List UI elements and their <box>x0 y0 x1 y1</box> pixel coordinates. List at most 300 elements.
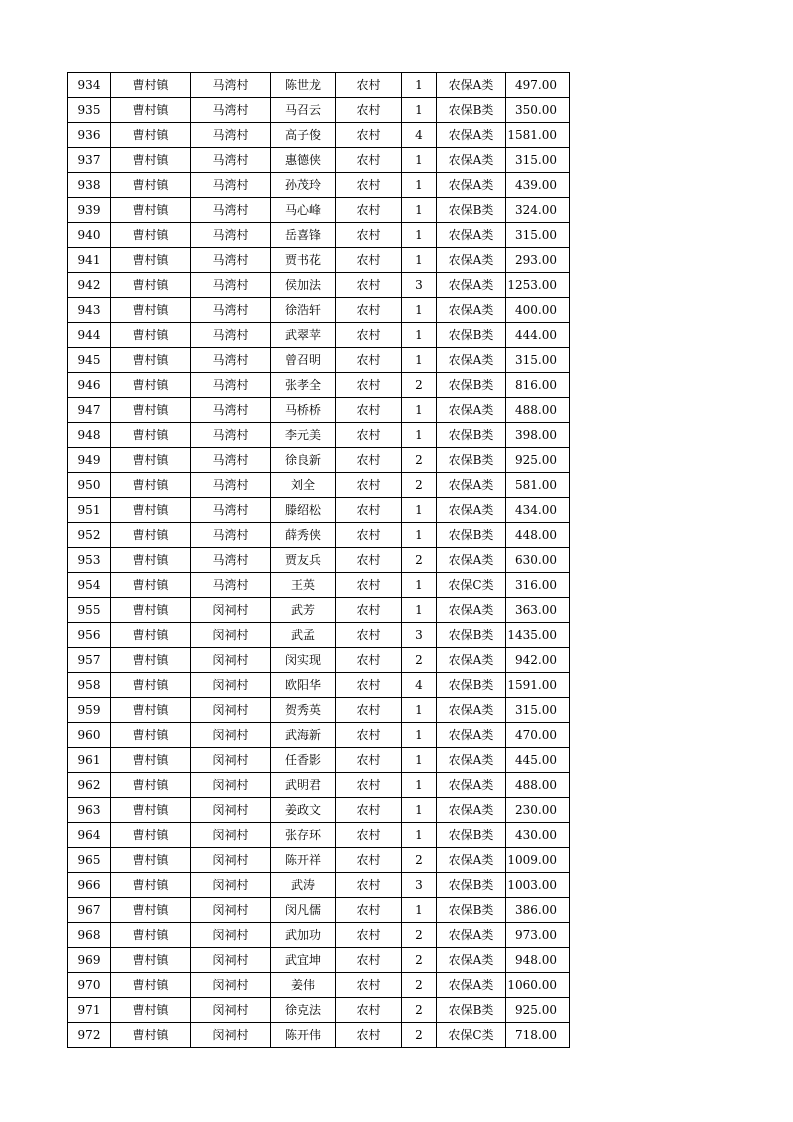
category-cell: 农村 <box>336 498 402 523</box>
row-number-cell: 960 <box>68 723 111 748</box>
amount-cell: 925.00 <box>506 998 570 1023</box>
count-cell: 3 <box>402 273 437 298</box>
count-cell: 2 <box>402 648 437 673</box>
town-cell: 曹村镇 <box>111 798 191 823</box>
amount-cell: 398.00 <box>506 423 570 448</box>
village-cell: 闵祠村 <box>191 723 271 748</box>
insurance-type-cell: 农保A类 <box>437 348 506 373</box>
count-cell: 1 <box>402 898 437 923</box>
row-number-cell: 946 <box>68 373 111 398</box>
town-cell: 曹村镇 <box>111 948 191 973</box>
table-row <box>68 198 570 223</box>
table-row <box>68 423 570 448</box>
insurance-type-cell: 农保B类 <box>437 423 506 448</box>
insurance-type-cell: 农保A类 <box>437 748 506 773</box>
village-cell: 闵祠村 <box>191 998 271 1023</box>
table-row <box>68 348 570 373</box>
name-cell: 武芳 <box>271 598 336 623</box>
category-cell: 农村 <box>336 398 402 423</box>
count-cell: 4 <box>402 123 437 148</box>
row-number-cell: 943 <box>68 298 111 323</box>
row-number-cell: 970 <box>68 973 111 998</box>
insurance-type-cell: 农保B类 <box>437 873 506 898</box>
category-cell: 农村 <box>336 573 402 598</box>
town-cell: 曹村镇 <box>111 348 191 373</box>
row-number-cell: 971 <box>68 998 111 1023</box>
name-cell: 薛秀侠 <box>271 523 336 548</box>
row-number-cell: 954 <box>68 573 111 598</box>
village-cell: 闵祠村 <box>191 648 271 673</box>
amount-cell: 1003.00 <box>506 873 570 898</box>
category-cell: 农村 <box>336 798 402 823</box>
table-row <box>68 298 570 323</box>
count-cell: 2 <box>402 473 437 498</box>
village-cell: 马湾村 <box>191 348 271 373</box>
row-number-cell: 950 <box>68 473 111 498</box>
category-cell: 农村 <box>336 873 402 898</box>
count-cell: 1 <box>402 423 437 448</box>
category-cell: 农村 <box>336 623 402 648</box>
insurance-type-cell: 农保A类 <box>437 698 506 723</box>
count-cell: 1 <box>402 798 437 823</box>
town-cell: 曹村镇 <box>111 923 191 948</box>
count-cell: 1 <box>402 748 437 773</box>
category-cell: 农村 <box>336 823 402 848</box>
name-cell: 武涛 <box>271 873 336 898</box>
category-cell: 农村 <box>336 73 402 98</box>
amount-cell: 324.00 <box>506 198 570 223</box>
amount-cell: 1591.00 <box>506 673 570 698</box>
category-cell: 农村 <box>336 273 402 298</box>
row-number-cell: 956 <box>68 623 111 648</box>
village-cell: 马湾村 <box>191 198 271 223</box>
insurance-type-cell: 农保B类 <box>437 98 506 123</box>
table-row <box>68 973 570 998</box>
count-cell: 1 <box>402 148 437 173</box>
village-cell: 闵祠村 <box>191 598 271 623</box>
village-cell: 闵祠村 <box>191 623 271 648</box>
row-number-cell: 957 <box>68 648 111 673</box>
category-cell: 农村 <box>336 548 402 573</box>
town-cell: 曹村镇 <box>111 473 191 498</box>
table-row <box>68 223 570 248</box>
amount-cell: 630.00 <box>506 548 570 573</box>
name-cell: 陈开伟 <box>271 1023 336 1048</box>
insurance-type-cell: 农保C类 <box>437 1023 506 1048</box>
count-cell: 1 <box>402 598 437 623</box>
village-cell: 闵祠村 <box>191 948 271 973</box>
village-cell: 闵祠村 <box>191 798 271 823</box>
village-cell: 马湾村 <box>191 473 271 498</box>
count-cell: 1 <box>402 298 437 323</box>
table-row <box>68 598 570 623</box>
name-cell: 贺秀英 <box>271 698 336 723</box>
count-cell: 1 <box>402 698 437 723</box>
village-cell: 闵祠村 <box>191 848 271 873</box>
village-cell: 马湾村 <box>191 448 271 473</box>
table-row <box>68 323 570 348</box>
amount-cell: 488.00 <box>506 398 570 423</box>
amount-cell: 1581.00 <box>506 123 570 148</box>
name-cell: 姜伟 <box>271 973 336 998</box>
count-cell: 2 <box>402 948 437 973</box>
amount-cell: 1253.00 <box>506 273 570 298</box>
name-cell: 张孝全 <box>271 373 336 398</box>
village-cell: 闵祠村 <box>191 1023 271 1048</box>
count-cell: 2 <box>402 548 437 573</box>
name-cell: 王英 <box>271 573 336 598</box>
village-cell: 马湾村 <box>191 223 271 248</box>
count-cell: 1 <box>402 73 437 98</box>
insurance-type-cell: 农保A类 <box>437 398 506 423</box>
table-row <box>68 148 570 173</box>
amount-cell: 973.00 <box>506 923 570 948</box>
category-cell: 农村 <box>336 748 402 773</box>
insurance-type-cell: 农保A类 <box>437 973 506 998</box>
row-number-cell: 969 <box>68 948 111 973</box>
row-number-cell: 966 <box>68 873 111 898</box>
village-cell: 马湾村 <box>191 273 271 298</box>
insurance-type-cell: 农保A类 <box>437 598 506 623</box>
name-cell: 徐良新 <box>271 448 336 473</box>
category-cell: 农村 <box>336 323 402 348</box>
insurance-type-cell: 农保A类 <box>437 923 506 948</box>
count-cell: 2 <box>402 448 437 473</box>
name-cell: 马召云 <box>271 98 336 123</box>
category-cell: 农村 <box>336 948 402 973</box>
village-cell: 马湾村 <box>191 373 271 398</box>
row-number-cell: 936 <box>68 123 111 148</box>
town-cell: 曹村镇 <box>111 623 191 648</box>
insurance-type-cell: 农保B类 <box>437 623 506 648</box>
amount-cell: 581.00 <box>506 473 570 498</box>
insurance-type-cell: 农保A类 <box>437 948 506 973</box>
row-number-cell: 934 <box>68 73 111 98</box>
count-cell: 2 <box>402 973 437 998</box>
name-cell: 贾友兵 <box>271 548 336 573</box>
table-row <box>68 998 570 1023</box>
insurance-type-cell: 农保B类 <box>437 448 506 473</box>
row-number-cell: 951 <box>68 498 111 523</box>
amount-cell: 942.00 <box>506 648 570 673</box>
row-number-cell: 972 <box>68 1023 111 1048</box>
insurance-type-cell: 农保B类 <box>437 523 506 548</box>
village-cell: 马湾村 <box>191 498 271 523</box>
amount-cell: 315.00 <box>506 148 570 173</box>
amount-cell: 445.00 <box>506 748 570 773</box>
town-cell: 曹村镇 <box>111 673 191 698</box>
amount-cell: 718.00 <box>506 1023 570 1048</box>
count-cell: 2 <box>402 1023 437 1048</box>
name-cell: 任香影 <box>271 748 336 773</box>
count-cell: 4 <box>402 673 437 698</box>
town-cell: 曹村镇 <box>111 273 191 298</box>
name-cell: 惠德侠 <box>271 148 336 173</box>
name-cell: 刘全 <box>271 473 336 498</box>
insurance-type-cell: 农保A类 <box>437 148 506 173</box>
name-cell: 张存环 <box>271 823 336 848</box>
amount-cell: 363.00 <box>506 598 570 623</box>
insurance-type-cell: 农保B类 <box>437 898 506 923</box>
village-cell: 马湾村 <box>191 523 271 548</box>
row-number-cell: 955 <box>68 598 111 623</box>
table-row <box>68 723 570 748</box>
category-cell: 农村 <box>336 473 402 498</box>
table-row <box>68 898 570 923</box>
count-cell: 3 <box>402 873 437 898</box>
village-cell: 闵祠村 <box>191 898 271 923</box>
count-cell: 1 <box>402 723 437 748</box>
insurance-type-cell: 农保A类 <box>437 498 506 523</box>
count-cell: 1 <box>402 773 437 798</box>
count-cell: 1 <box>402 323 437 348</box>
category-cell: 农村 <box>336 373 402 398</box>
table-body <box>68 73 570 1048</box>
count-cell: 1 <box>402 348 437 373</box>
row-number-cell: 949 <box>68 448 111 473</box>
row-number-cell: 967 <box>68 898 111 923</box>
name-cell: 徐克法 <box>271 998 336 1023</box>
count-cell: 2 <box>402 373 437 398</box>
town-cell: 曹村镇 <box>111 598 191 623</box>
count-cell: 1 <box>402 223 437 248</box>
name-cell: 闵实现 <box>271 648 336 673</box>
village-cell: 马湾村 <box>191 98 271 123</box>
category-cell: 农村 <box>336 148 402 173</box>
row-number-cell: 965 <box>68 848 111 873</box>
category-cell: 农村 <box>336 348 402 373</box>
count-cell: 1 <box>402 173 437 198</box>
town-cell: 曹村镇 <box>111 873 191 898</box>
amount-cell: 386.00 <box>506 898 570 923</box>
table-row <box>68 823 570 848</box>
category-cell: 农村 <box>336 698 402 723</box>
row-number-cell: 935 <box>68 98 111 123</box>
town-cell: 曹村镇 <box>111 498 191 523</box>
amount-cell: 293.00 <box>506 248 570 273</box>
village-cell: 闵祠村 <box>191 973 271 998</box>
category-cell: 农村 <box>336 773 402 798</box>
count-cell: 1 <box>402 198 437 223</box>
amount-cell: 444.00 <box>506 323 570 348</box>
table-row <box>68 123 570 148</box>
category-cell: 农村 <box>336 248 402 273</box>
village-cell: 马湾村 <box>191 298 271 323</box>
amount-cell: 816.00 <box>506 373 570 398</box>
table-row <box>68 623 570 648</box>
amount-cell: 488.00 <box>506 773 570 798</box>
row-number-cell: 937 <box>68 148 111 173</box>
name-cell: 陈开祥 <box>271 848 336 873</box>
insurance-type-cell: 农保A类 <box>437 123 506 148</box>
village-cell: 闵祠村 <box>191 773 271 798</box>
insurance-type-cell: 农保A类 <box>437 648 506 673</box>
town-cell: 曹村镇 <box>111 548 191 573</box>
category-cell: 农村 <box>336 598 402 623</box>
town-cell: 曹村镇 <box>111 823 191 848</box>
table-row <box>68 173 570 198</box>
insurance-type-cell: 农保A类 <box>437 548 506 573</box>
table-row <box>68 773 570 798</box>
table-row <box>68 648 570 673</box>
name-cell: 徐浩轩 <box>271 298 336 323</box>
name-cell: 武加功 <box>271 923 336 948</box>
category-cell: 农村 <box>336 448 402 473</box>
insurance-type-cell: 农保A类 <box>437 773 506 798</box>
row-number-cell: 968 <box>68 923 111 948</box>
amount-cell: 434.00 <box>506 498 570 523</box>
town-cell: 曹村镇 <box>111 723 191 748</box>
name-cell: 李元美 <box>271 423 336 448</box>
amount-cell: 1009.00 <box>506 848 570 873</box>
count-cell: 2 <box>402 998 437 1023</box>
town-cell: 曹村镇 <box>111 298 191 323</box>
insurance-type-cell: 农保A类 <box>437 298 506 323</box>
table-row <box>68 98 570 123</box>
amount-cell: 350.00 <box>506 98 570 123</box>
row-number-cell: 942 <box>68 273 111 298</box>
name-cell: 曾召明 <box>271 348 336 373</box>
name-cell: 武翠苹 <box>271 323 336 348</box>
name-cell: 武孟 <box>271 623 336 648</box>
name-cell: 闵凡儒 <box>271 898 336 923</box>
row-number-cell: 963 <box>68 798 111 823</box>
name-cell: 欧阳华 <box>271 673 336 698</box>
village-cell: 马湾村 <box>191 73 271 98</box>
name-cell: 侯加法 <box>271 273 336 298</box>
insurance-type-cell: 农保A类 <box>437 73 506 98</box>
count-cell: 1 <box>402 573 437 598</box>
village-cell: 马湾村 <box>191 548 271 573</box>
insurance-type-cell: 农保A类 <box>437 273 506 298</box>
count-cell: 1 <box>402 98 437 123</box>
town-cell: 曹村镇 <box>111 748 191 773</box>
town-cell: 曹村镇 <box>111 323 191 348</box>
town-cell: 曹村镇 <box>111 648 191 673</box>
name-cell: 马桥桥 <box>271 398 336 423</box>
village-cell: 马湾村 <box>191 248 271 273</box>
village-cell: 闵祠村 <box>191 923 271 948</box>
town-cell: 曹村镇 <box>111 223 191 248</box>
row-number-cell: 945 <box>68 348 111 373</box>
name-cell: 滕绍松 <box>271 498 336 523</box>
town-cell: 曹村镇 <box>111 173 191 198</box>
table-row <box>68 448 570 473</box>
category-cell: 农村 <box>336 523 402 548</box>
insurance-type-cell: 农保B类 <box>437 373 506 398</box>
name-cell: 武明君 <box>271 773 336 798</box>
insurance-type-cell: 农保B类 <box>437 998 506 1023</box>
table-row <box>68 573 570 598</box>
village-cell: 闵祠村 <box>191 673 271 698</box>
count-cell: 1 <box>402 398 437 423</box>
category-cell: 农村 <box>336 998 402 1023</box>
table-row <box>68 748 570 773</box>
town-cell: 曹村镇 <box>111 573 191 598</box>
name-cell: 武宜坤 <box>271 948 336 973</box>
table-row <box>68 923 570 948</box>
count-cell: 1 <box>402 823 437 848</box>
count-cell: 1 <box>402 498 437 523</box>
town-cell: 曹村镇 <box>111 423 191 448</box>
category-cell: 农村 <box>336 423 402 448</box>
amount-cell: 497.00 <box>506 73 570 98</box>
row-number-cell: 952 <box>68 523 111 548</box>
row-number-cell: 958 <box>68 673 111 698</box>
row-number-cell: 959 <box>68 698 111 723</box>
town-cell: 曹村镇 <box>111 373 191 398</box>
name-cell: 孙茂玲 <box>271 173 336 198</box>
town-cell: 曹村镇 <box>111 898 191 923</box>
row-number-cell: 962 <box>68 773 111 798</box>
row-number-cell: 939 <box>68 198 111 223</box>
village-cell: 闵祠村 <box>191 873 271 898</box>
insurance-type-cell: 农保B类 <box>437 198 506 223</box>
village-cell: 马湾村 <box>191 148 271 173</box>
row-number-cell: 940 <box>68 223 111 248</box>
row-number-cell: 938 <box>68 173 111 198</box>
town-cell: 曹村镇 <box>111 523 191 548</box>
amount-cell: 316.00 <box>506 573 570 598</box>
amount-cell: 470.00 <box>506 723 570 748</box>
category-cell: 农村 <box>336 923 402 948</box>
table-row <box>68 673 570 698</box>
name-cell: 武海新 <box>271 723 336 748</box>
town-cell: 曹村镇 <box>111 248 191 273</box>
table-row <box>68 873 570 898</box>
amount-cell: 230.00 <box>506 798 570 823</box>
town-cell: 曹村镇 <box>111 98 191 123</box>
name-cell: 姜政文 <box>271 798 336 823</box>
town-cell: 曹村镇 <box>111 448 191 473</box>
amount-cell: 439.00 <box>506 173 570 198</box>
category-cell: 农村 <box>336 648 402 673</box>
table-row <box>68 473 570 498</box>
town-cell: 曹村镇 <box>111 123 191 148</box>
insurance-type-cell: 农保A类 <box>437 848 506 873</box>
town-cell: 曹村镇 <box>111 848 191 873</box>
amount-cell: 1435.00 <box>506 623 570 648</box>
amount-cell: 948.00 <box>506 948 570 973</box>
category-cell: 农村 <box>336 723 402 748</box>
town-cell: 曹村镇 <box>111 973 191 998</box>
row-number-cell: 961 <box>68 748 111 773</box>
insurance-type-cell: 农保B类 <box>437 673 506 698</box>
amount-cell: 315.00 <box>506 223 570 248</box>
village-cell: 马湾村 <box>191 173 271 198</box>
village-cell: 闵祠村 <box>191 698 271 723</box>
table-row <box>68 398 570 423</box>
village-cell: 马湾村 <box>191 123 271 148</box>
insurance-type-cell: 农保A类 <box>437 473 506 498</box>
village-cell: 闵祠村 <box>191 823 271 848</box>
town-cell: 曹村镇 <box>111 773 191 798</box>
amount-cell: 925.00 <box>506 448 570 473</box>
town-cell: 曹村镇 <box>111 73 191 98</box>
town-cell: 曹村镇 <box>111 1023 191 1048</box>
town-cell: 曹村镇 <box>111 698 191 723</box>
category-cell: 农村 <box>336 898 402 923</box>
table-row <box>68 698 570 723</box>
row-number-cell: 947 <box>68 398 111 423</box>
count-cell: 2 <box>402 848 437 873</box>
insurance-type-cell: 农保A类 <box>437 223 506 248</box>
amount-cell: 400.00 <box>506 298 570 323</box>
name-cell: 岳喜锋 <box>271 223 336 248</box>
row-number-cell: 964 <box>68 823 111 848</box>
insurance-type-cell: 农保B类 <box>437 323 506 348</box>
table-row <box>68 248 570 273</box>
